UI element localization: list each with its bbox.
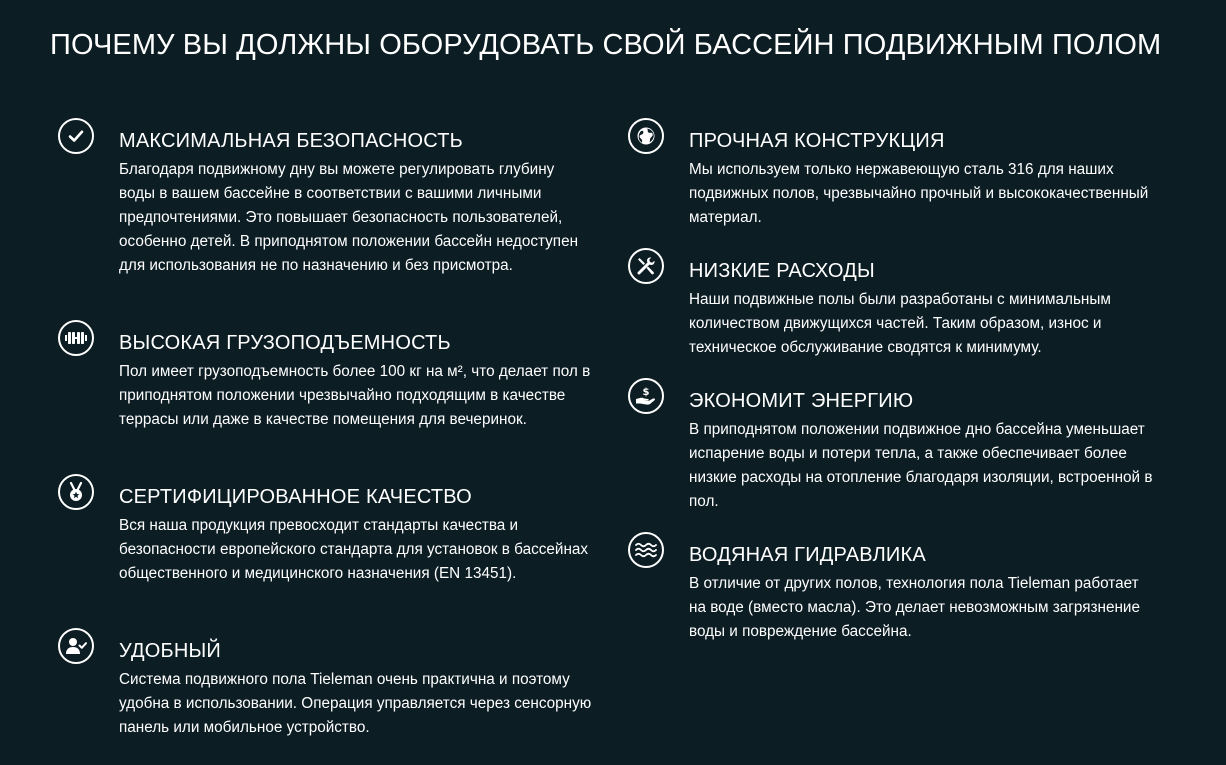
feature-water-hydraulics <box>628 532 1159 644</box>
page-title: ПОЧЕМУ ВЫ ДОЛЖНЫ ОБОРУДОВАТЬ СВОЙ БАССЕЙН ПОДВИЖНЫМ ПОЛОМ <box>50 29 1162 61</box>
feature-max-safety <box>58 118 594 278</box>
svg-text:$: $ <box>642 387 650 398</box>
hand-dollar-icon <box>628 378 664 414</box>
feature-solid-construction <box>628 118 1159 230</box>
feature-text: Мы используем только нержавеющую сталь 316 для наших подвижных полов, чрезвычайно прочный и высококачественный материал. <box>689 161 1149 226</box>
water-icon <box>628 532 664 568</box>
medal-icon <box>58 474 94 510</box>
feature-text: Благодаря подвижному дну вы можете регулировать глубину воды в вашем бассейне в соответствии с вашими личными предпочтениями. Это повышает безопасность пользователей, особенно детей. В приподнятом положении бассейн недоступен для использования не по назначению и без присмотра. <box>119 161 579 274</box>
tools-icon <box>628 248 664 284</box>
globe-icon <box>628 118 664 154</box>
user-check-icon <box>58 628 94 664</box>
check-icon <box>58 118 94 154</box>
dumbbell-icon <box>58 320 94 356</box>
feature-text: Вся наша продукция превосходит стандарты качества и безопасности европейского стандарта для установок в бассейнах общественного и медицинского назначения (EN 13451). <box>119 517 589 582</box>
feature-text: Пол имеет грузоподъемность более 100 кг на м², что делает пол в приподнятом положении чрезвычайно подходящим в качестве террасы или даже в качестве помещения для вечеринок. <box>119 363 591 428</box>
feature-high-capacity <box>58 320 594 432</box>
feature-text: Наши подвижные полы были разработаны с минимальным количеством движущихся частей. Таким образом, износ и техническое обслуживание сводятся к минимуму. <box>689 291 1111 356</box>
feature-title: ПРОЧНАЯ КОНСТРУКЦИЯ <box>689 130 945 152</box>
feature-title: НИЗКИЕ РАСХОДЫ <box>689 260 875 282</box>
feature-title: ВЫСОКАЯ ГРУЗОПОДЪЕМНОСТЬ <box>119 332 451 354</box>
feature-title: МАКСИМАЛЬНАЯ БЕЗОПАСНОСТЬ <box>119 130 463 152</box>
feature-text: В отличие от других полов, технология пола Tieleman работает на воде (вместо масла). Это делает невозможным загрязнение воды и повреждение бассейна. <box>689 575 1140 640</box>
feature-certified-quality <box>58 474 594 586</box>
feature-title: ВОДЯНАЯ ГИДРАВЛИКА <box>689 544 926 566</box>
feature-title: ЭКОНОМИТ ЭНЕРГИЮ <box>689 390 914 412</box>
feature-text: Система подвижного пола Tieleman очень практична и поэтому удобна в использовании. Операция управляется через сенсорную панель или мобильное устройство. <box>119 671 592 736</box>
feature-title: УДОБНЫЙ <box>119 640 221 662</box>
feature-text: В приподнятом положении подвижное дно бассейна уменьшает испарение воды и потери тепла, а также обеспечивает более низкие расходы на отопление благодаря изоляции, встроенной в пол. <box>689 421 1153 510</box>
feature-low-costs <box>628 248 1159 360</box>
feature-title: СЕРТИФИЦИРОВАННОЕ КАЧЕСТВО <box>119 486 472 508</box>
feature-user-friendly <box>58 628 594 740</box>
feature-energy-saving <box>628 378 1159 514</box>
